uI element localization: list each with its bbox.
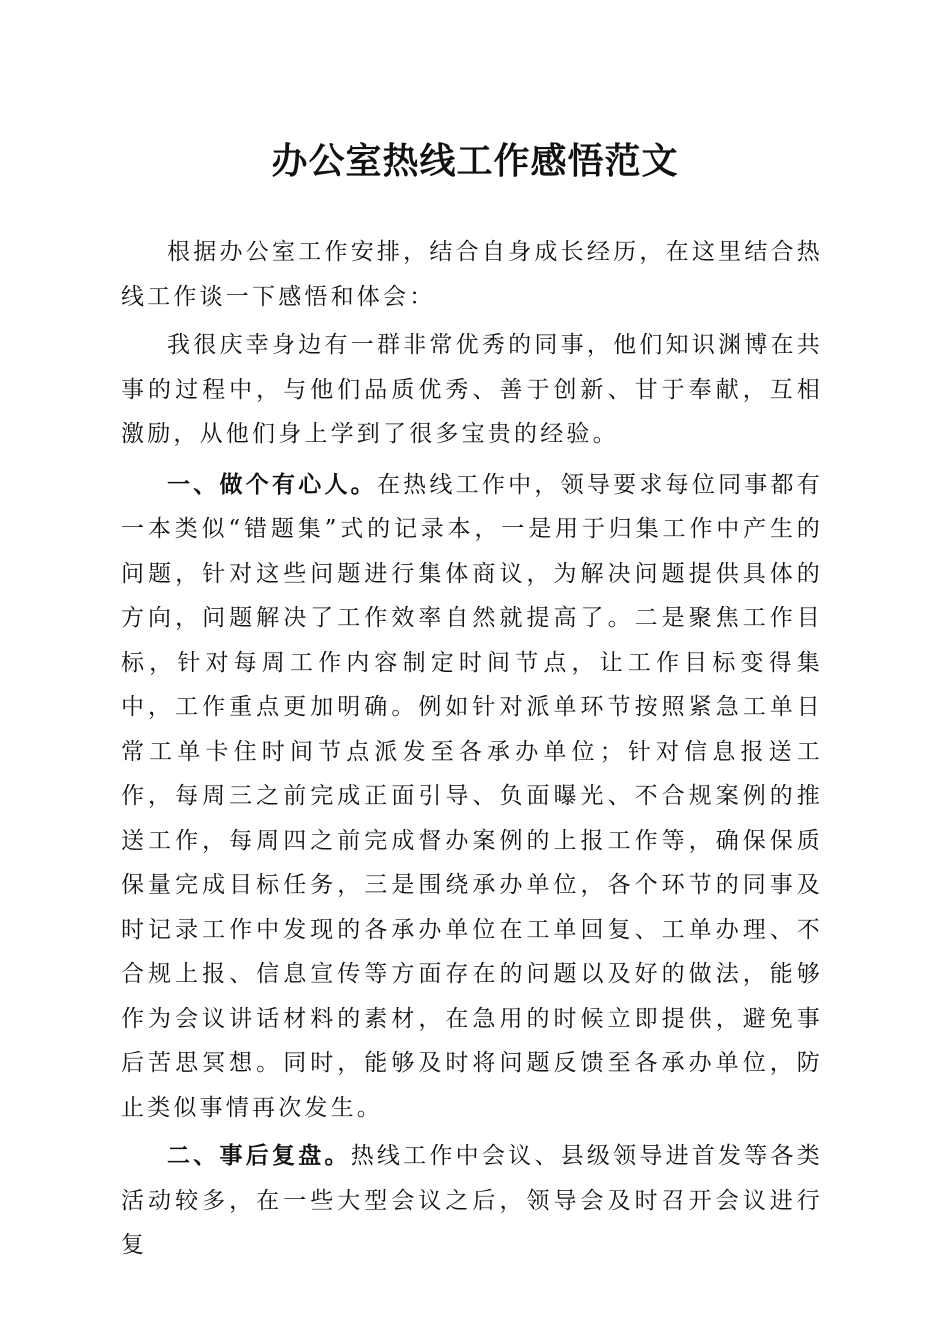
paragraph-colleagues-text: 我很庆幸身边有一群非常优秀的同事，他们知识渊博在共事的过程中，与他们品质优秀、善于创新、甘于奉献，互相激励，从他们身上学到了很多宝贵的经验。 — [121, 332, 823, 447]
paragraph-colleagues — [121, 323, 823, 457]
section-one-heading: 一、做个有心人。 — [167, 470, 377, 498]
document-body — [121, 230, 823, 1268]
paragraph-section-two — [121, 1134, 823, 1268]
paragraph-section-one — [121, 463, 823, 1131]
paragraph-intro — [121, 230, 823, 319]
section-two-text: 热线工作中会议、县级领导进首发等各类活动较多，在一些大型会议之后，领导会及时召开会议进行复 — [121, 1143, 823, 1258]
section-two-heading: 二、事后复盘。 — [167, 1142, 351, 1169]
document-title: 办公室热线工作感悟范文 — [271, 140, 679, 182]
section-one-text: 在热线工作中，领导要求每位同事都有一本类似“错题集”式的记录本，一是用于归集工作中产生的问题，针对这些问题进行集体商议，为解决问题提供具体的方向，问题解决了工作效率自然就提高了。二是聚焦工作目标，针对每周工作内容制定时间节点，让工作目标变得集中，工作重点更加明确。例如针对派单环节按照紧急工单日常工单卡住时间节点派发至各承办单位；针对信息报送工作，每周三之前完成正面引导、负面曝光、不合规案例的推送工作，每周四之前完成督办案例的上报工作等，确保保质保量完成目标任务，三是围绕承办单位，各个环节的同事及时记录工作中发现的各承办单位在工单回复、工单办理、不合规上报、信息宣传等方面存在的问题以及好的做法，能够作为会议讲话材料的素材，在急用的时候立即提供，避免事后苦思冥想。同时，能够及时将问题反馈至各承办单位，防止类似事情再次发生。 — [121, 471, 823, 1121]
paragraph-intro-text: 根据办公室工作安排，结合自身成长经历，在这里结合热线工作谈一下感悟和体会： — [121, 239, 823, 310]
